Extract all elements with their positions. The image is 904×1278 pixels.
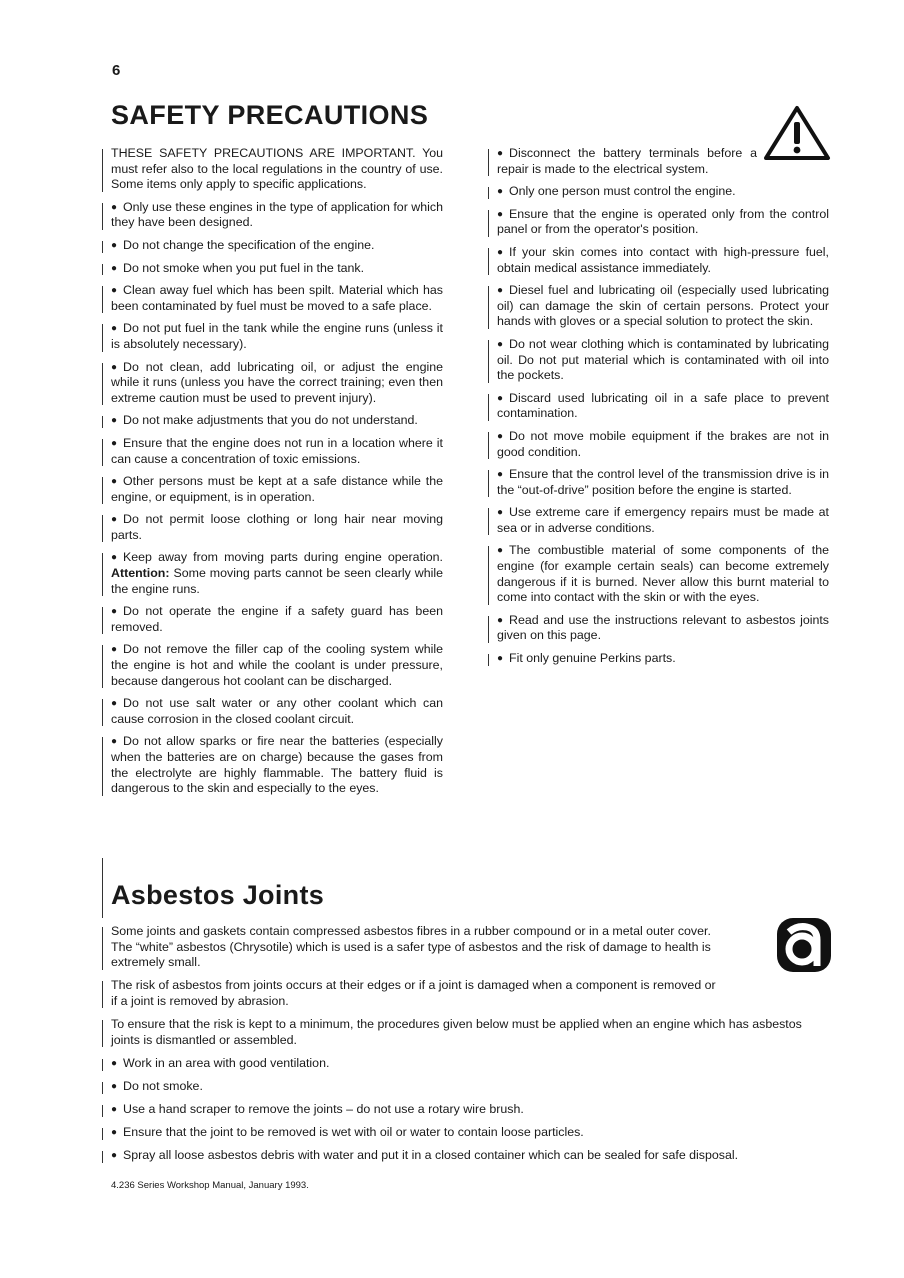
safety-item: ● Do not move mobile equipment if the brakes are not in good condition. bbox=[497, 428, 829, 459]
safety-item: ● Do not put fuel in the tank while the engine runs (unless it is absolutely necessary). bbox=[111, 321, 443, 351]
bullet-icon: ● bbox=[497, 392, 504, 404]
bullet-icon: ● bbox=[111, 1057, 118, 1069]
asbestos-procedure-list bbox=[111, 1056, 831, 1164]
safety-left-column bbox=[111, 146, 443, 804]
list-item: ● Spray all loose asbestos debris with water and put it in a closed container which can be sealed for safe disposal. bbox=[111, 1148, 831, 1164]
bullet-icon: ● bbox=[497, 653, 504, 665]
safety-item: ● Read and use the instructions relevant to asbestos joints given on this page. bbox=[497, 612, 829, 643]
safety-item: ● Only use these engines in the type of application for which they have been designed. bbox=[111, 199, 443, 230]
safety-item: ● The combustible material of some components of the engine (for example certain seals) can become extremely dangerous if it is burned. Never allow this burnt material to come into contact with the skin or with the eyes. bbox=[497, 543, 829, 605]
footer: 4.236 Series Workshop Manual, January 1993. bbox=[111, 1180, 309, 1191]
page-number: 6 bbox=[112, 62, 121, 79]
asbestos-paragraph: To ensure that the risk is kept to a minimum, the procedures given below must be applied when an engine which has asbestos joints is dismantled or assembled. bbox=[111, 1017, 831, 1048]
safety-right-column bbox=[497, 146, 829, 674]
bullet-icon: ● bbox=[111, 201, 118, 213]
bullet-icon: ● bbox=[111, 644, 118, 656]
list-item: ● Ensure that the joint to be removed is wet with oil or water to contain loose particles. bbox=[111, 1125, 831, 1141]
safety-item: ● Fit only genuine Perkins parts. bbox=[497, 651, 829, 667]
bullet-icon: ● bbox=[111, 476, 118, 488]
safety-item: ● Do not operate the engine if a safety guard has been removed. bbox=[111, 604, 443, 634]
bullet-icon: ● bbox=[111, 1080, 118, 1092]
list-item: ● Use a hand scraper to remove the joints – do not use a rotary wire brush. bbox=[111, 1102, 831, 1118]
bullet-icon: ● bbox=[111, 606, 118, 618]
bullet-icon: ● bbox=[111, 1103, 118, 1115]
safety-item: ● Ensure that the engine does not run in a location where it can cause a concentration of toxic emissions. bbox=[111, 435, 443, 466]
bullet-icon: ● bbox=[497, 545, 504, 557]
revision-bar bbox=[102, 858, 103, 918]
safety-item: ● Use extreme care if emergency repairs must be made at sea or in adverse conditions. bbox=[497, 505, 829, 535]
safety-item: ● Do not clean, add lubricating oil, or adjust the engine while it runs (unless you have the correct training; even then extreme caution must be used to prevent injury). bbox=[111, 359, 443, 405]
safety-item: ● Ensure that the control level of the transmission drive is in the “out-of-drive” position before the engine is started. bbox=[497, 467, 829, 497]
bullet-icon: ● bbox=[497, 148, 504, 159]
safety-item: ● Do not remove the filler cap of the cooling system while the engine is hot and while the coolant is under pressure, because dangerous hot coolant can be discharged. bbox=[111, 642, 443, 688]
bullet-icon: ● bbox=[497, 186, 504, 198]
safety-item: ● Other persons must be kept at a safe distance while the engine, or equipment, is in operation. bbox=[111, 474, 443, 504]
bullet-icon: ● bbox=[111, 262, 118, 274]
bullet-icon: ● bbox=[111, 361, 118, 373]
asbestos-paragraph: The risk of asbestos from joints occurs at their edges or if a joint is damaged when a component is removed or if a joint is removed by abrasion. bbox=[111, 978, 721, 1009]
safety-item: ● Do not permit loose clothing or long hair near moving parts. bbox=[111, 512, 443, 542]
bullet-icon: ● bbox=[111, 736, 118, 748]
safety-item: ● Do not smoke when you put fuel in the tank. bbox=[111, 261, 443, 277]
safety-item: ● Do not allow sparks or fire near the batteries (especially when the batteries are on charge) because the gases from the electrolyte are highly flammable. The battery fluid is dangerous to the skin and especially to the eyes. bbox=[111, 734, 443, 796]
bullet-icon: ● bbox=[111, 323, 118, 335]
bullet-icon: ● bbox=[497, 246, 504, 258]
safety-item: ● If your skin comes into contact with high-pressure fuel, obtain medical assistance immediately. bbox=[497, 244, 829, 275]
bullet-icon: ● bbox=[497, 430, 504, 442]
safety-item: ● Do not make adjustments that you do not understand. bbox=[111, 413, 443, 429]
bullet-icon: ● bbox=[497, 338, 504, 350]
attention-label: Attention: bbox=[111, 566, 170, 581]
bullet-icon: ● bbox=[497, 285, 504, 297]
asbestos-paragraph: Some joints and gaskets contain compressed asbestos fibres in a rubber compound or in a metal outer cover. The “white” asbestos (Chrysotile) which is used is a safer type of asbestos and the risk of damage to health is extremely small. bbox=[111, 924, 721, 971]
asbestos-section-title: Asbestos Joints bbox=[111, 880, 325, 910]
bullet-icon: ● bbox=[111, 437, 118, 449]
safety-item: ● Clean away fuel which has been spilt. Material which has been contaminated by fuel must be moved to a safe place. bbox=[111, 283, 443, 313]
bullet-icon: ● bbox=[111, 514, 118, 526]
bullet-icon: ● bbox=[111, 239, 118, 251]
page-title: SAFETY PRECAUTIONS bbox=[111, 100, 429, 130]
safety-intro: THESE SAFETY PRECAUTIONS ARE IMPORTANT. You must refer also to the local regulations in the country of use. Some items only apply to specific applications. bbox=[111, 146, 443, 192]
bullet-icon: ● bbox=[497, 507, 504, 519]
bullet-icon: ● bbox=[111, 1150, 118, 1162]
list-item: ● Do not smoke. bbox=[111, 1079, 831, 1095]
bullet-icon: ● bbox=[497, 614, 504, 626]
safety-item: ● Do not use salt water or any other coolant which can cause corrosion in the closed coolant circuit. bbox=[111, 696, 443, 726]
safety-item: ● Do not change the specification of the engine. bbox=[111, 238, 443, 254]
safety-item: ● Only one person must control the engine. bbox=[497, 184, 829, 200]
safety-item: ● Disconnect the battery terminals before a repair is made to the electrical system. bbox=[497, 146, 829, 177]
bullet-icon: ● bbox=[497, 469, 504, 481]
bullet-icon: ● bbox=[111, 1126, 118, 1138]
safety-item: ● Discard used lubricating oil in a safe place to prevent contamination. bbox=[497, 390, 829, 421]
asbestos-body bbox=[111, 924, 831, 1171]
list-item: ● Work in an area with good ventilation. bbox=[111, 1056, 831, 1072]
safety-item: ● Diesel fuel and lubricating oil (especially used lubricating oil) can damage the skin of certain persons. Protect your hands with gloves or a special solution to protect the skin. bbox=[497, 283, 829, 329]
bullet-icon: ● bbox=[111, 415, 118, 427]
bullet-icon: ● bbox=[111, 552, 118, 564]
bullet-icon: ● bbox=[497, 208, 504, 220]
safety-item: ● Keep away from moving parts during engine operation. Attention: Some moving parts cannot be seen clearly while the engine runs. bbox=[111, 550, 443, 596]
safety-item: ● Ensure that the engine is operated only from the control panel or from the operator's position. bbox=[497, 206, 829, 237]
bullet-icon: ● bbox=[111, 698, 118, 710]
safety-item: ● Do not wear clothing which is contaminated by lubricating oil. Do not put material which is contaminated with oil into the pockets. bbox=[497, 336, 829, 383]
bullet-icon: ● bbox=[111, 285, 118, 297]
